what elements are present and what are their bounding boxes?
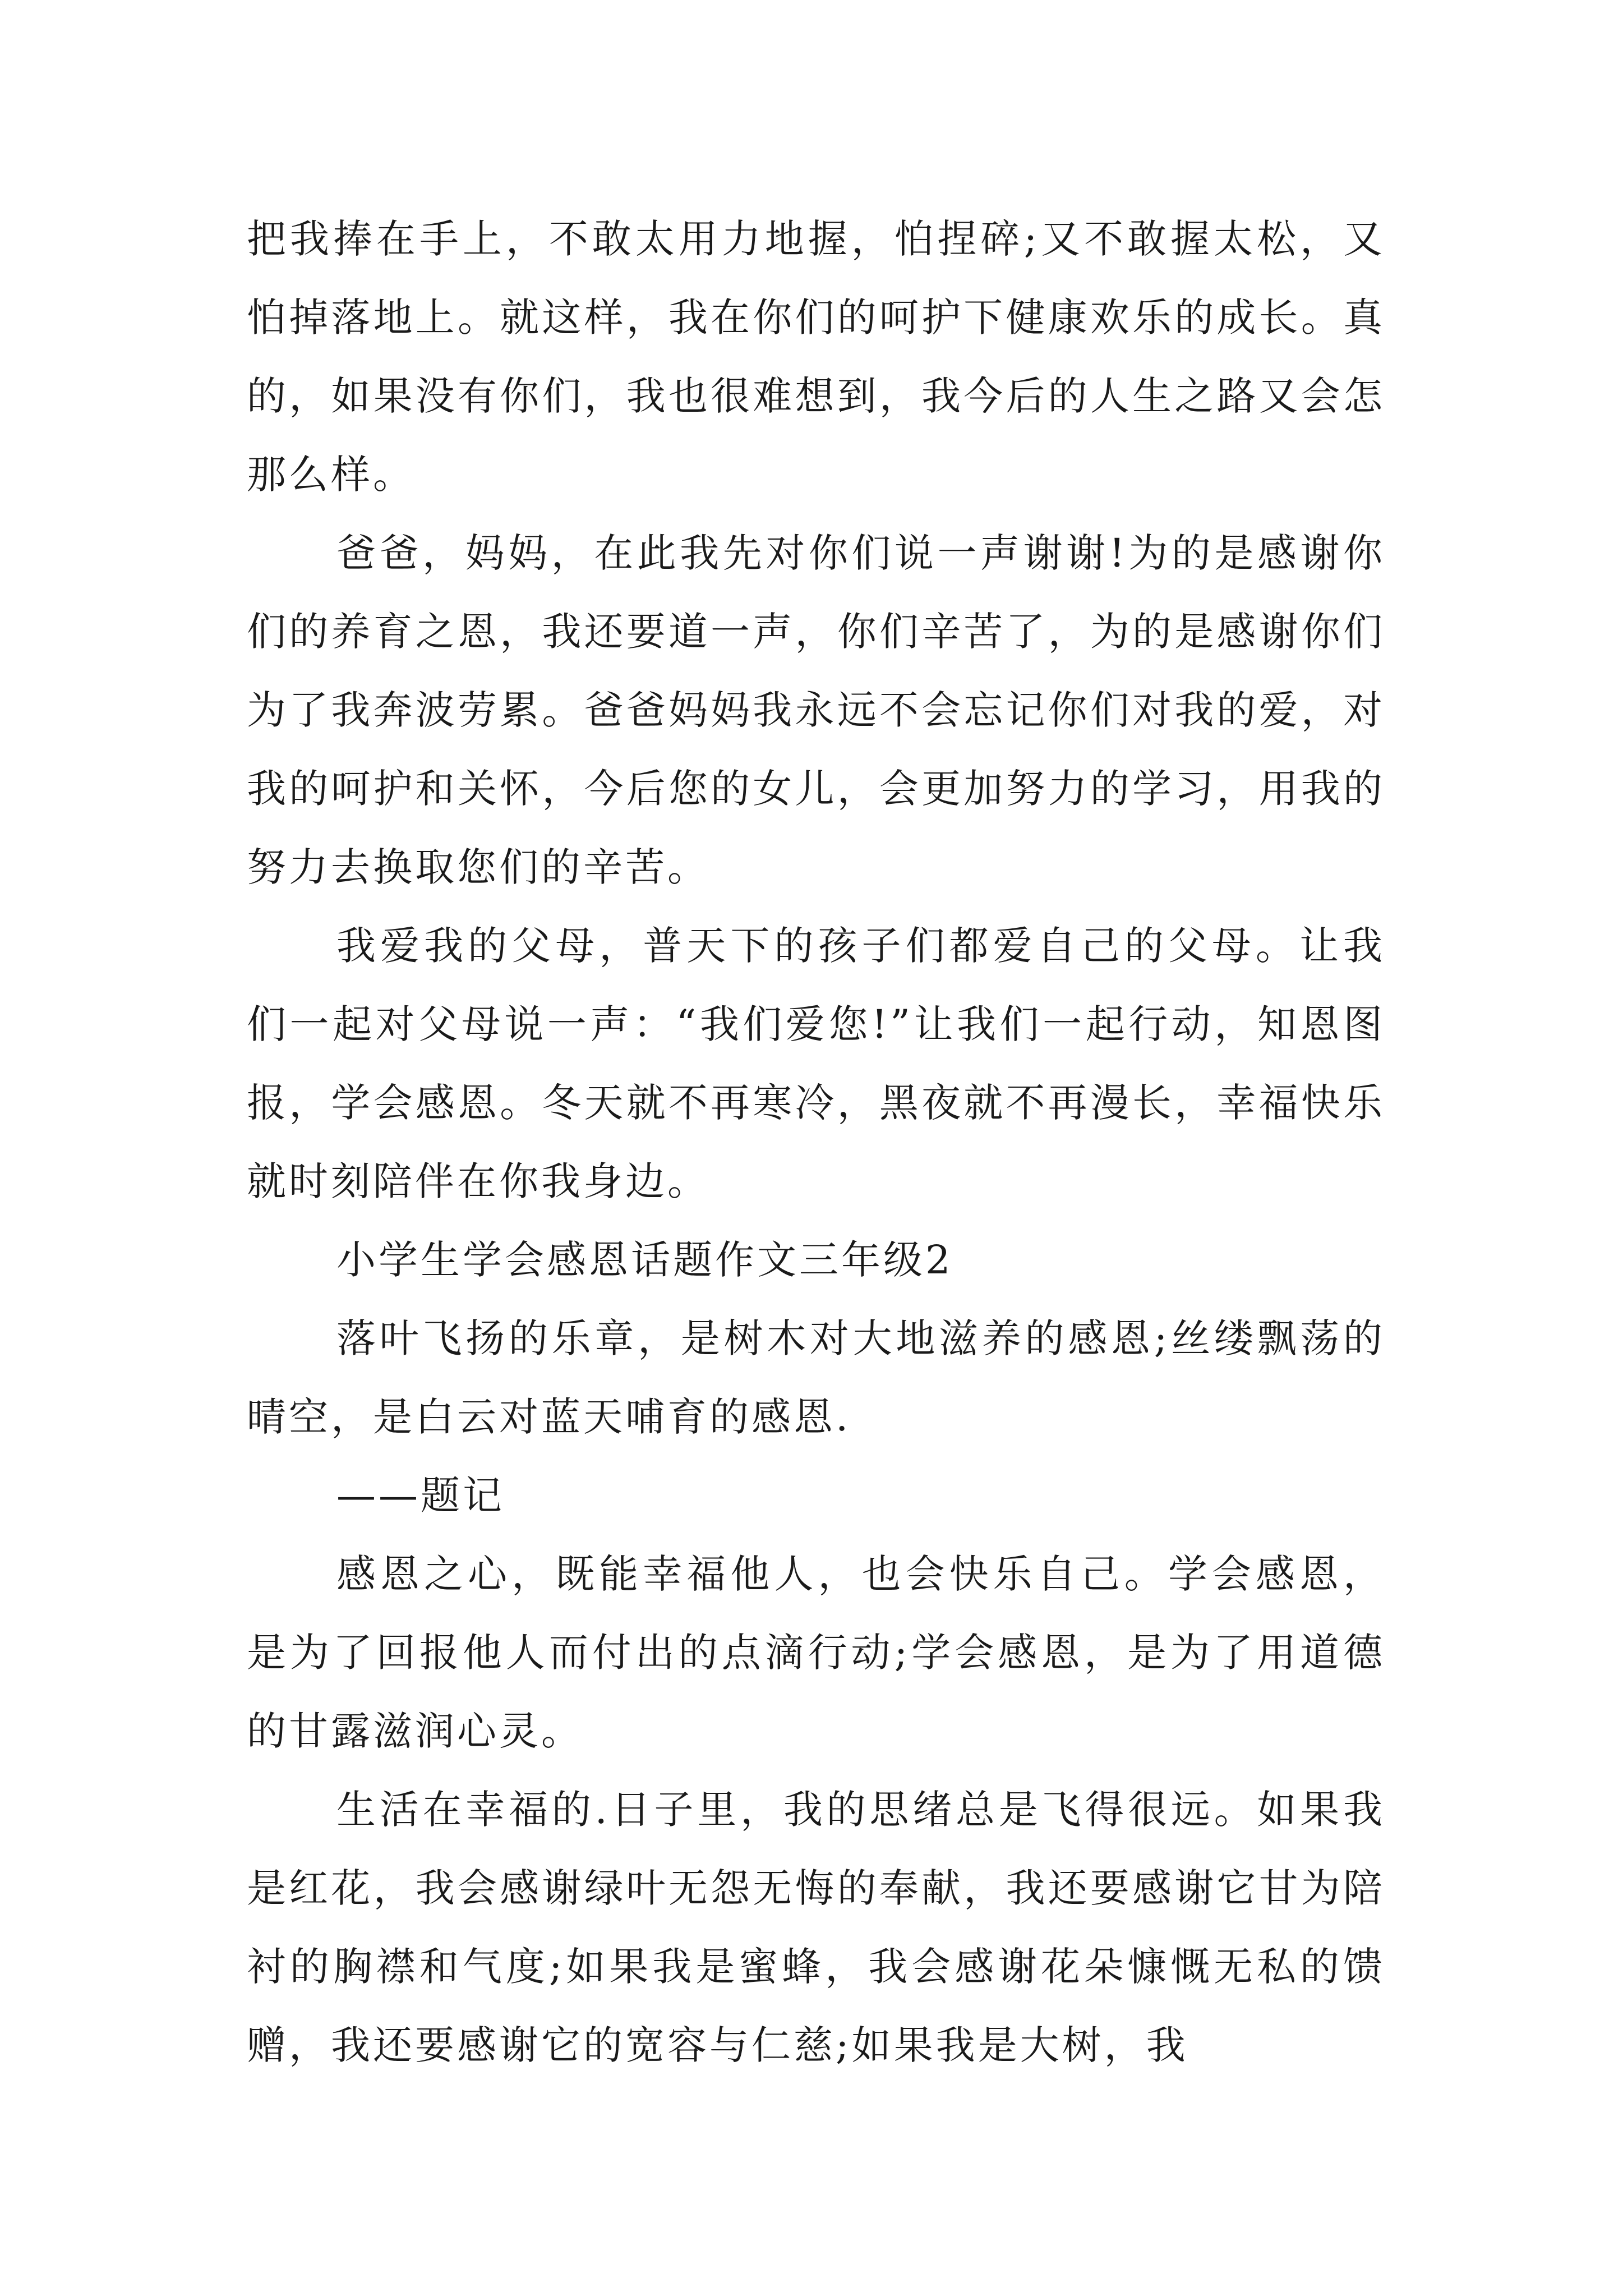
paragraph-5: 生活在幸福的.日子里，我的思绪总是飞得很远。如果我是红花，我会感谢绿叶无怨无悔的奉献，我还要感谢它甘为陪衬的胸襟和气度;如果我是蜜蜂，我会感谢花朵慷慨无私的馈赠，我还要感谢它的宽容与仁慈;如果我是大树，我 [247,1787,1385,2068]
paragraph-4: 感恩之心，既能幸福他人，也会快乐自己。学会感恩，是为了回报他人而付出的点滴行动;学会感恩，是为了用道德的甘露滋润心灵。 [247,1551,1385,1754]
paragraph-2: 爸爸，妈妈，在此我先对你们说一声谢谢!为的是感谢你们的养育之恩，我还要道一声，你们辛苦了，为的是感谢你们为了我奔波劳累。爸爸妈妈我永远不会忘记你们对我的爱，对我的呵护和关怀，今后您的女儿，会更加努力的学习，用我的努力去换取您们的辛苦。 [247,530,1385,890]
paragraph-3: 我爱我的父母，普天下的孩子们都爱自己的父母。让我们一起对父母说一声：“我们爱您!”让我们一起行动，知恩图报，学会感恩。冬天就不再寒冷，黑夜就不再漫长，幸福快乐就时刻陪伴在你我身边。 [247,923,1385,1204]
document-page [247,200,1385,2085]
paragraph-1: 把我捧在手上，不敢太用力地握，怕捏碎;又不敢握太松，又怕掉落地上。就这样，我在你们的呵护下健康欢乐的成长。真的，如果没有你们，我也很难想到，我今后的人生之路又会怎那么样。 [247,216,1385,498]
epigraph-attribution: ——题记 [336,1473,505,1519]
epigraph: 落叶飞扬的乐章，是树木对大地滋养的感恩;丝缕飘荡的晴空，是白云对蓝天哺育的感恩. [247,1315,1385,1440]
section-heading: 小学生学会感恩话题作文三年级2 [336,1237,953,1283]
